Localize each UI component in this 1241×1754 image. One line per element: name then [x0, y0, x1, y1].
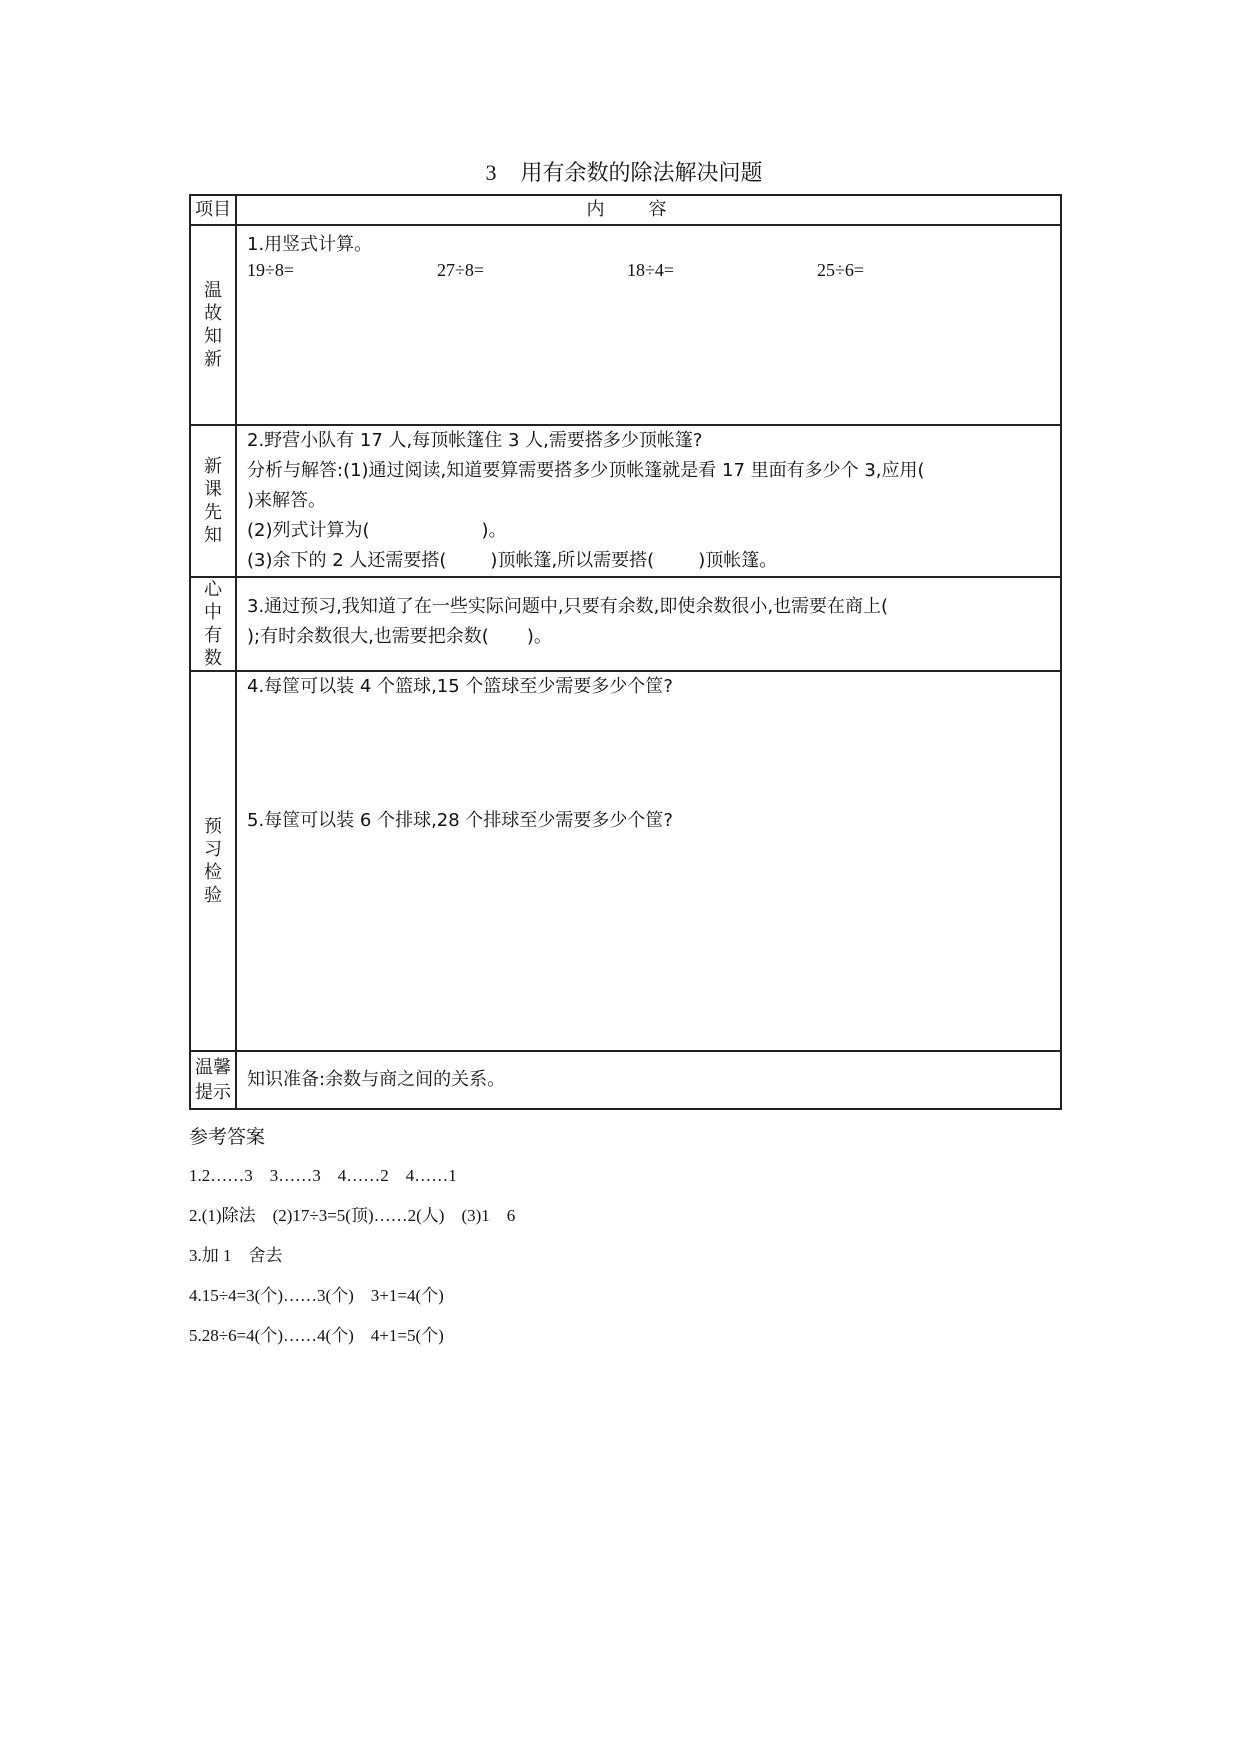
answer-line: 3.加 1 舍去: [189, 1246, 283, 1265]
question-2-step2: (2)列式计算为( )。: [247, 520, 507, 541]
calc-item: 18÷4=: [627, 260, 675, 280]
tips-text: 知识准备:余数与商之间的关系。: [247, 1069, 506, 1090]
question-2-analysis: 分析与解答:(1)通过阅读,知道要算需要搭多少顶帐篷就是看 17 里面有多少个 3,应用(: [247, 460, 925, 481]
category-review: 温 故 知 新: [190, 225, 236, 425]
row-preview: [190, 671, 1061, 1051]
category-newlesson: 新 课 先 知: [190, 425, 236, 577]
table-header-row: [190, 195, 1061, 225]
question-3-line2: );有时余数很大,也需要把余数( )。: [247, 626, 552, 647]
worksheet-title: [189, 158, 1059, 189]
content-tips: [236, 1051, 1061, 1109]
row-mind: [190, 577, 1061, 671]
calc-list: [247, 258, 1050, 282]
category-tips: 温馨 提示: [190, 1051, 236, 1109]
content-review: [236, 225, 1061, 425]
lesson-title: 用有余数的除法解决问题: [520, 161, 763, 186]
calc-item: 19÷8=: [247, 260, 295, 280]
answer-line: 4.15÷4=3(个)……3(个) 3+1=4(个): [189, 1286, 444, 1305]
question-5: 5.每筐可以装 6 个排球,28 个排球至少需要多少个筐?: [247, 810, 673, 831]
content-preview: [236, 671, 1061, 1051]
question-4: 4.每筐可以装 4 个篮球,15 个篮球至少需要多少个筐?: [247, 676, 673, 697]
question-2-title: 2.野营小队有 17 人,每顶帐篷住 3 人,需要搭多少顶帐篷?: [247, 430, 703, 451]
question-1-title: 1.用竖式计算。: [247, 234, 373, 255]
question-2-step3: (3)余下的 2 人还需要搭( )顶帐篷,所以需要搭( )顶帐篷。: [247, 550, 778, 571]
content-mind: [236, 577, 1061, 671]
answer-key: [189, 1122, 515, 1364]
question-3-line1: 3.通过预习,我知道了在一些实际问题中,只要有余数,即使余数很小,也需要在商上(: [247, 596, 889, 617]
category-preview: 预 习 检 验: [190, 671, 236, 1051]
answer-line: 5.28÷6=4(个)……4(个) 4+1=5(个): [189, 1326, 444, 1345]
content-newlesson: [236, 425, 1061, 577]
answer-line: 2.(1)除法 (2)17÷3=5(顶)……2(人) (3)1 6: [189, 1206, 516, 1225]
header-content: 内容: [236, 195, 1061, 225]
header-item: 项目: [190, 195, 236, 225]
calc-item: 27÷8=: [437, 260, 485, 280]
row-review: [190, 225, 1061, 425]
question-2-analysis-cont: )来解答。: [247, 490, 327, 511]
lesson-number: 3: [485, 160, 497, 185]
row-newlesson: [190, 425, 1061, 577]
row-tips: [190, 1051, 1061, 1109]
category-mind: 心 中 有 数: [190, 577, 236, 671]
worksheet-table: [189, 194, 1062, 1110]
answer-key-title: 参考答案: [189, 1126, 266, 1148]
calc-item: 25÷6=: [817, 260, 865, 280]
answer-space[interactable]: [247, 702, 1050, 806]
answer-line: 1.2……3 3……3 4……2 4……1: [189, 1166, 457, 1185]
